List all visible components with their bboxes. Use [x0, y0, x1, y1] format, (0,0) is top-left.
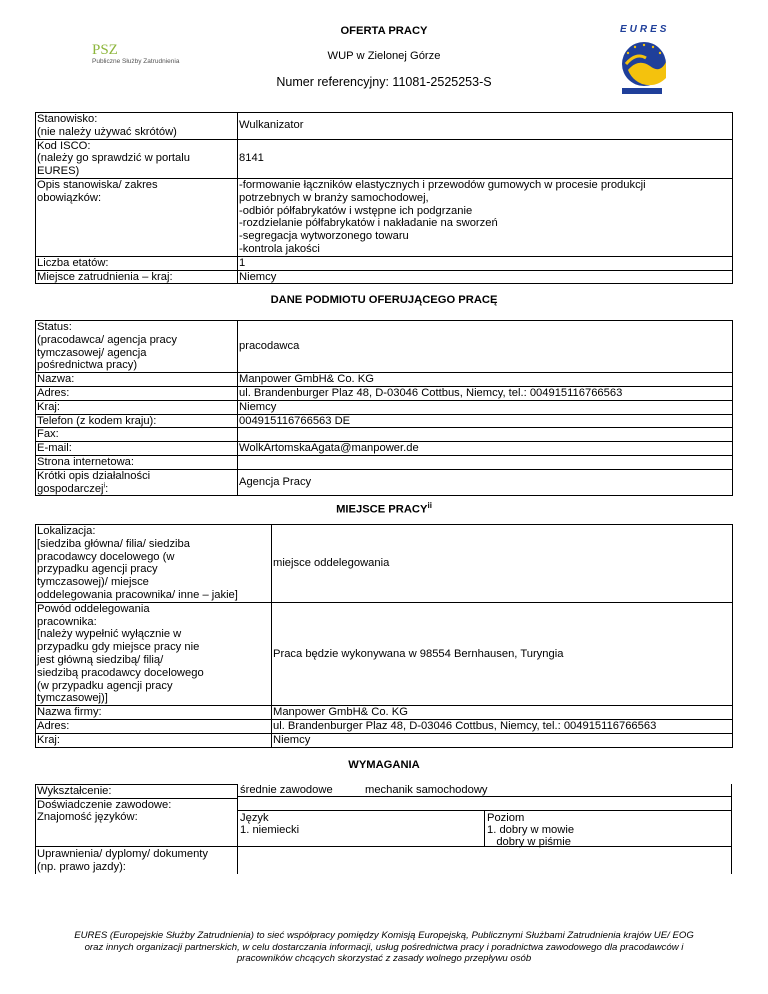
table-row [36, 602, 733, 705]
footer-note: EURES (Europejskie Służby Zatrudnienia) to sieć współpracy pomiędzy Komisją Europejską, Publicznymi Służbami Zatrudnienia krajów UE/ EOG oraz innych organizacji partnerskich, w celu dostarczania informacji, usług pośrednictwa pracy i poradnictwa zawodowego dla pracodawców i pracowników chcących skorzystać z zasady wolnego przepływu osób [74, 930, 694, 964]
fax-label: Fax: [36, 428, 238, 442]
company-country-label: Kraj: [36, 733, 272, 747]
website-label: Strona internetowa: [36, 455, 238, 469]
positions-count-value: 1 [238, 256, 733, 270]
company-name-value: Manpower GmbH& Co. KG [272, 706, 733, 720]
workplace-section-heading: MIEJSCE PRACY$^{ii}$ [336, 501, 432, 516]
phone-value: 004915116766563 DE [238, 414, 733, 428]
location-value: miejsce oddelegowania [272, 525, 733, 603]
table-row [36, 719, 733, 733]
language-value: 1. niemiecki [240, 824, 300, 836]
job-offer-table [35, 112, 733, 284]
employer-address-label: Adres: [36, 386, 238, 400]
table-row [36, 178, 733, 256]
employment-country-value: Niemcy [238, 270, 733, 284]
eures-logo [616, 24, 672, 96]
employer-address-value: ul. Brandenburger Plaz 48, D-03046 Cottbus, Niemcy, tel.: 004915116766563 [238, 386, 733, 400]
table-row [36, 113, 733, 140]
position-value: Wulkanizator [238, 113, 733, 140]
employment-country-label: Miejsce zatrudnienia – kraj: [36, 270, 238, 284]
table-row [36, 525, 733, 603]
table-row [36, 414, 733, 428]
table-row [36, 373, 733, 387]
level-value-speaking: 1. dobry w mowie [487, 824, 575, 836]
business-description-value: Agencja Pracy [238, 469, 733, 496]
table-row [36, 270, 733, 284]
psz-logo-subtitle: Publiczne Służby Zatrudnienia [92, 58, 180, 65]
isco-value: 8141 [238, 139, 733, 178]
company-country-value: Niemcy [272, 733, 733, 747]
document-title: OFERTA PRACY [340, 25, 428, 37]
reference-number: Numer referencyjny: 11081-2525253-S [276, 75, 492, 89]
table-row [36, 256, 733, 270]
employer-name-label: Nazwa: [36, 373, 238, 387]
psz-logo-text: PSZ [92, 42, 118, 58]
education-level-value: średnie zawodowe [240, 784, 333, 796]
table-row [36, 321, 733, 373]
table-row [36, 400, 733, 414]
delegation-reason-value: Praca będzie wykonywana w 98554 Bernhausen, Turyngia [272, 602, 733, 705]
employer-country-label: Kraj: [36, 400, 238, 414]
language-column-header: Język [240, 812, 269, 824]
phone-label: Telefon (z kodem kraju): [36, 414, 238, 428]
company-address-label: Adres: [36, 719, 272, 733]
status-label: Status: (pracodawca/ agencja pracy tymczasowej/ agencja pośrednictwa pracy) [36, 321, 238, 373]
business-description-label: Krótki opis działalności gospodarczej$^i$: [36, 469, 238, 496]
languages-label: Znajomość języków: [37, 811, 138, 823]
employer-name-value: Manpower GmbH& Co. KG [238, 373, 733, 387]
delegation-reason-label: Powód oddelegowania pracownika: [należy wypełnić wyłącznie w przypadku gdy miejsce pracy nie jest główną siedzibą/ filią/ siedzibą pracodawcy docelowego (w przypadku agencji pracy tymczasowej)] [36, 602, 272, 705]
psz-logo [92, 42, 179, 66]
website-value [238, 455, 733, 469]
email-value: WolkArtomskaAgata@manpower.de [238, 442, 733, 456]
table-row [36, 428, 733, 442]
requirements-block [35, 784, 732, 874]
positions-count-label: Liczba etatów: [36, 256, 238, 270]
job-description-label: Opis stanowiska/ zakres obowiązków: [36, 178, 238, 256]
requirements-section-heading: WYMAGANIA [348, 759, 420, 771]
table-row [36, 386, 733, 400]
employer-country-value: Niemcy [238, 400, 733, 414]
table-row [36, 139, 733, 178]
fax-value [238, 428, 733, 442]
table-row [36, 733, 733, 747]
employer-table [35, 320, 733, 496]
office-name: WUP w Zielonej Górze [327, 50, 441, 62]
table-row [36, 442, 733, 456]
education-field-value: mechanik samochodowy [365, 784, 488, 796]
permissions-label: Uprawnienia/ dyplomy/ dokumenty (np. prawo jazdy): [37, 848, 209, 873]
company-name-label: Nazwa firmy: [36, 706, 272, 720]
location-label: Lokalizacja: [siedziba główna/ filia/ siedziba pracodawcy docelowego (w przypadku agencji pracy tymczasowej)/ miejsce oddelegowania pracownika/ inne – jakie] [36, 525, 272, 603]
job-description-value: -formowanie łączników elastycznych i przewodów gumowych w procesie produkcji potrzebnych w branży samochodowej, -odbiór półfabrykatów i wstępne ich podgrzanie -rozdzielanie półfabrykatów i nakładanie na sworzeń -segregacja wytworzonego towaru -kontrola jakości [238, 178, 733, 256]
company-address-value: ul. Brandenburger Plaz 48, D-03046 Cottbus, Niemcy, tel.: 004915116766563 [272, 719, 733, 733]
eures-emblem-icon [616, 36, 672, 98]
experience-label: Doświadczenie zawodowe: [37, 799, 172, 811]
status-value: pracodawca [238, 321, 733, 373]
employer-section-heading: DANE PODMIOTU OFERUJĄCEGO PRACĘ [270, 294, 498, 306]
eures-logo-text: EURES [620, 24, 670, 35]
table-row [36, 706, 733, 720]
isco-label: Kod ISCO: (należy go sprawdzić w portalu EURES) [36, 139, 238, 178]
level-value-writing: dobry w piśmie [487, 836, 571, 848]
table-row [36, 455, 733, 469]
position-label: Stanowisko: (nie należy używać skrótów) [36, 113, 238, 140]
workplace-table [35, 524, 733, 748]
education-label: Wykształcenie: [37, 785, 112, 797]
email-label: E-mail: [36, 442, 238, 456]
level-column-header: Poziom [487, 812, 525, 824]
table-row [36, 469, 733, 496]
